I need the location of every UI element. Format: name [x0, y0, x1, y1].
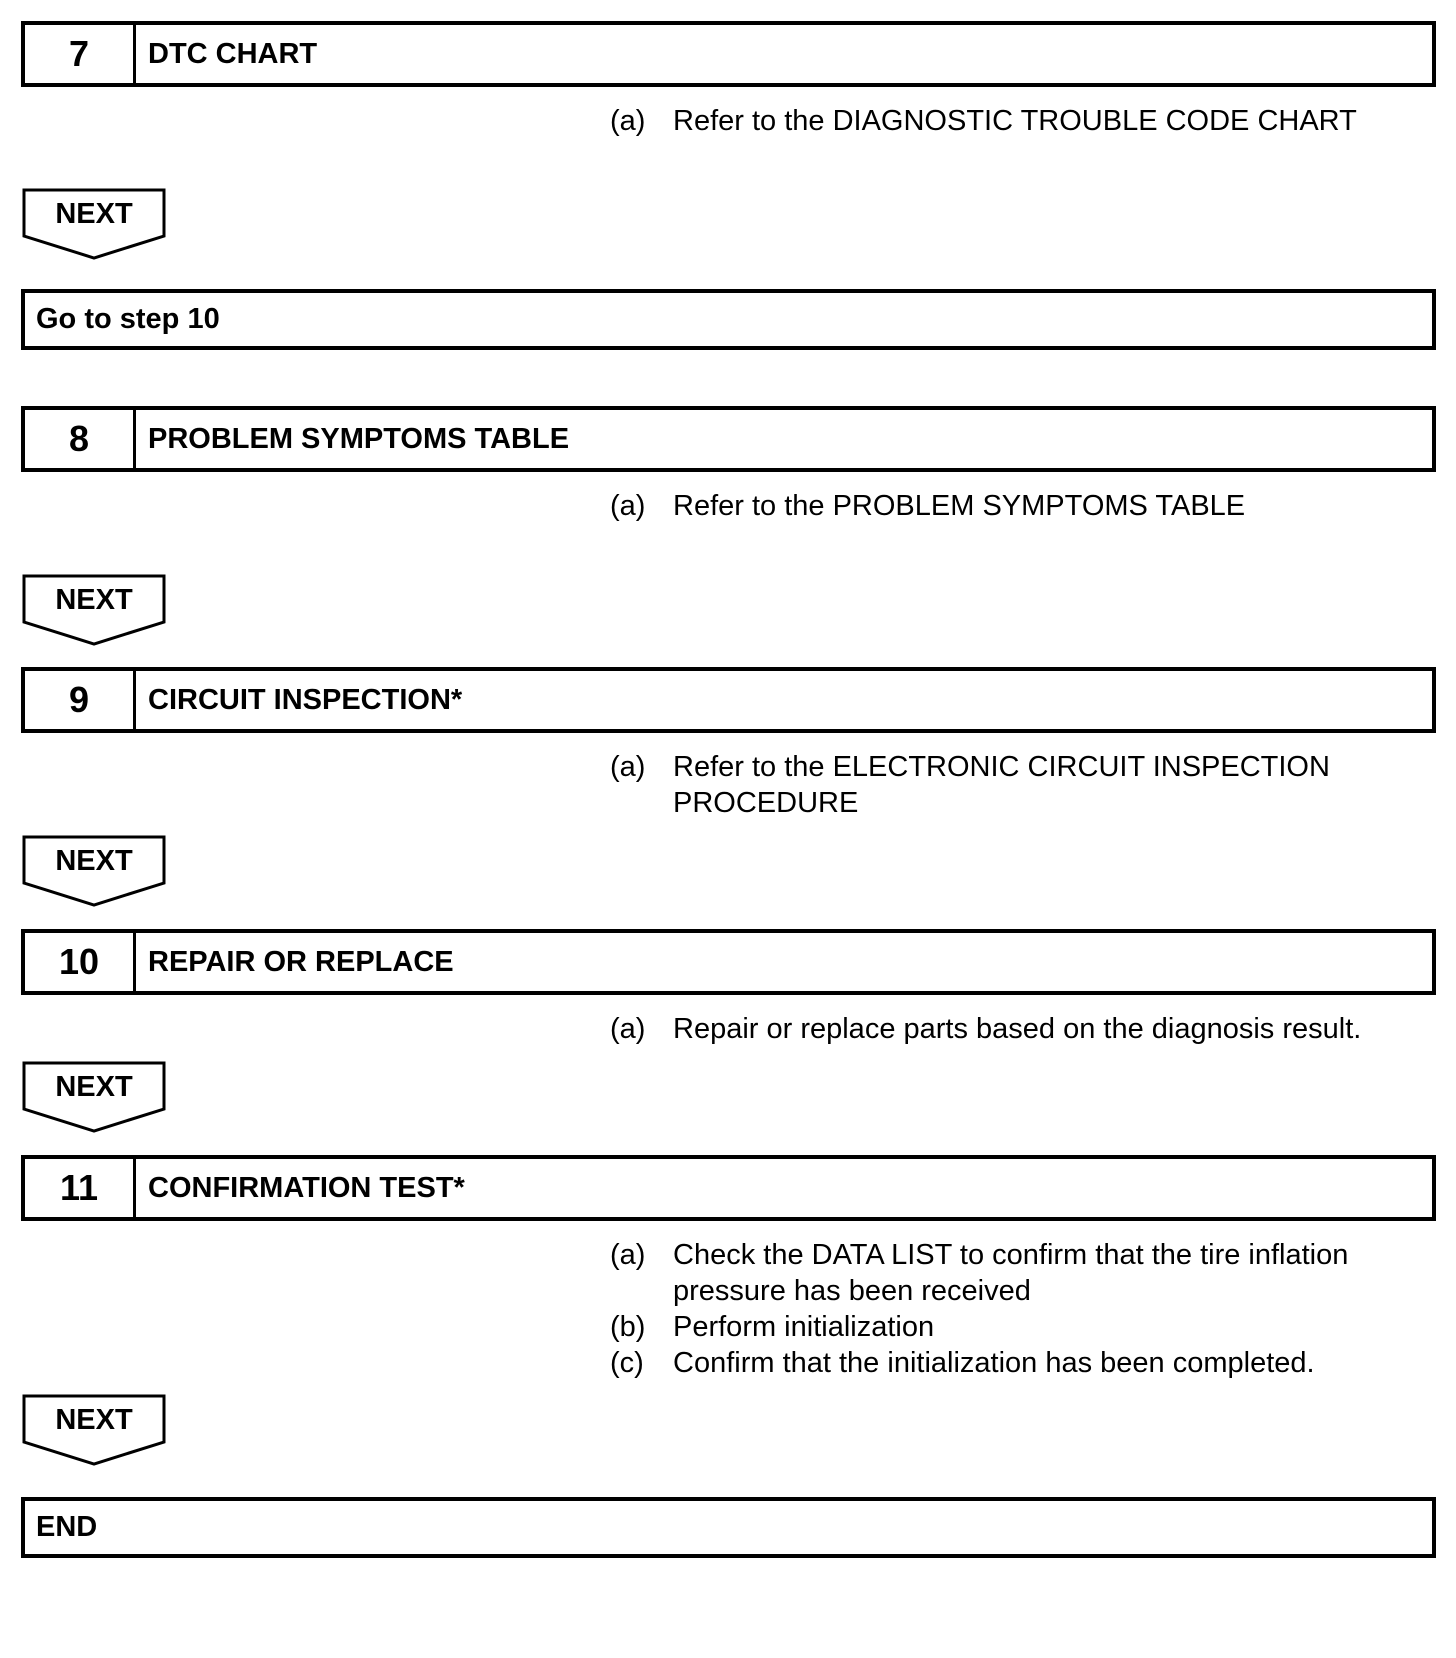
item-text: Confirm that the initialization has been completed. — [673, 1347, 1315, 1379]
step-11-instructions — [610, 1237, 1410, 1381]
step-title: CONFIRMATION TEST* — [148, 1171, 465, 1204]
next-label: NEXT — [55, 584, 133, 616]
end-box: END — [21, 1497, 1436, 1558]
step-number: 9 — [25, 671, 136, 729]
next-arrow-button[interactable] — [22, 574, 167, 646]
item-text: Refer to the PROBLEM SYMPTOMS TABLE — [673, 490, 1246, 522]
item-text: Perform initialization — [673, 1311, 935, 1343]
next-label: NEXT — [55, 198, 133, 230]
item-marker: (a) — [610, 1239, 646, 1271]
instruction-item — [610, 488, 1410, 524]
step-10-instructions — [610, 1011, 1410, 1047]
step-number: 8 — [25, 410, 136, 468]
step-title: DTC CHART — [148, 37, 318, 70]
next-label: NEXT — [55, 1404, 133, 1436]
item-text: Refer to the ELECTRONIC CIRCUIT INSPECTION PROCEDURE — [673, 751, 1330, 819]
next-arrow-button[interactable] — [22, 1061, 167, 1133]
instruction-item — [610, 1011, 1410, 1047]
instruction-item — [610, 1309, 1410, 1345]
instruction-item — [610, 749, 1410, 821]
step-11-header — [21, 1155, 1436, 1221]
step-number: 7 — [25, 25, 136, 83]
step-number: 10 — [25, 933, 136, 991]
item-text: Refer to the DIAGNOSTIC TROUBLE CODE CHART — [673, 105, 1357, 137]
step-9-header — [21, 667, 1436, 733]
next-arrow-button[interactable] — [22, 188, 167, 260]
item-text: Repair or replace parts based on the diagnosis result. — [673, 1013, 1362, 1045]
item-marker: (a) — [610, 105, 646, 137]
next-label: NEXT — [55, 1071, 133, 1103]
step-7-header — [21, 21, 1436, 87]
next-arrow-button[interactable] — [22, 835, 167, 907]
item-marker: (a) — [610, 751, 646, 783]
item-marker: (a) — [610, 490, 646, 522]
step-title: REPAIR OR REPLACE — [148, 945, 454, 978]
next-arrow-button[interactable] — [22, 1394, 167, 1466]
step-8-instructions — [610, 488, 1410, 524]
step-9-instructions — [610, 749, 1410, 821]
instruction-item — [610, 1345, 1410, 1381]
instruction-item — [610, 103, 1410, 139]
item-marker: (c) — [610, 1347, 644, 1379]
step-title: PROBLEM SYMPTOMS TABLE — [148, 422, 570, 455]
next-label: NEXT — [55, 845, 133, 877]
step-8-header — [21, 406, 1436, 472]
step-10-header — [21, 929, 1436, 995]
step-title: CIRCUIT INSPECTION* — [148, 683, 463, 716]
instruction-item — [610, 1237, 1410, 1309]
goto-step-box: Go to step 10 — [21, 289, 1436, 350]
step-number: 11 — [25, 1159, 136, 1217]
step-7-instructions — [610, 103, 1410, 139]
item-text: Check the DATA LIST to confirm that the tire inflation pressure has been received — [673, 1239, 1349, 1307]
item-marker: (b) — [610, 1311, 646, 1343]
item-marker: (a) — [610, 1013, 646, 1045]
